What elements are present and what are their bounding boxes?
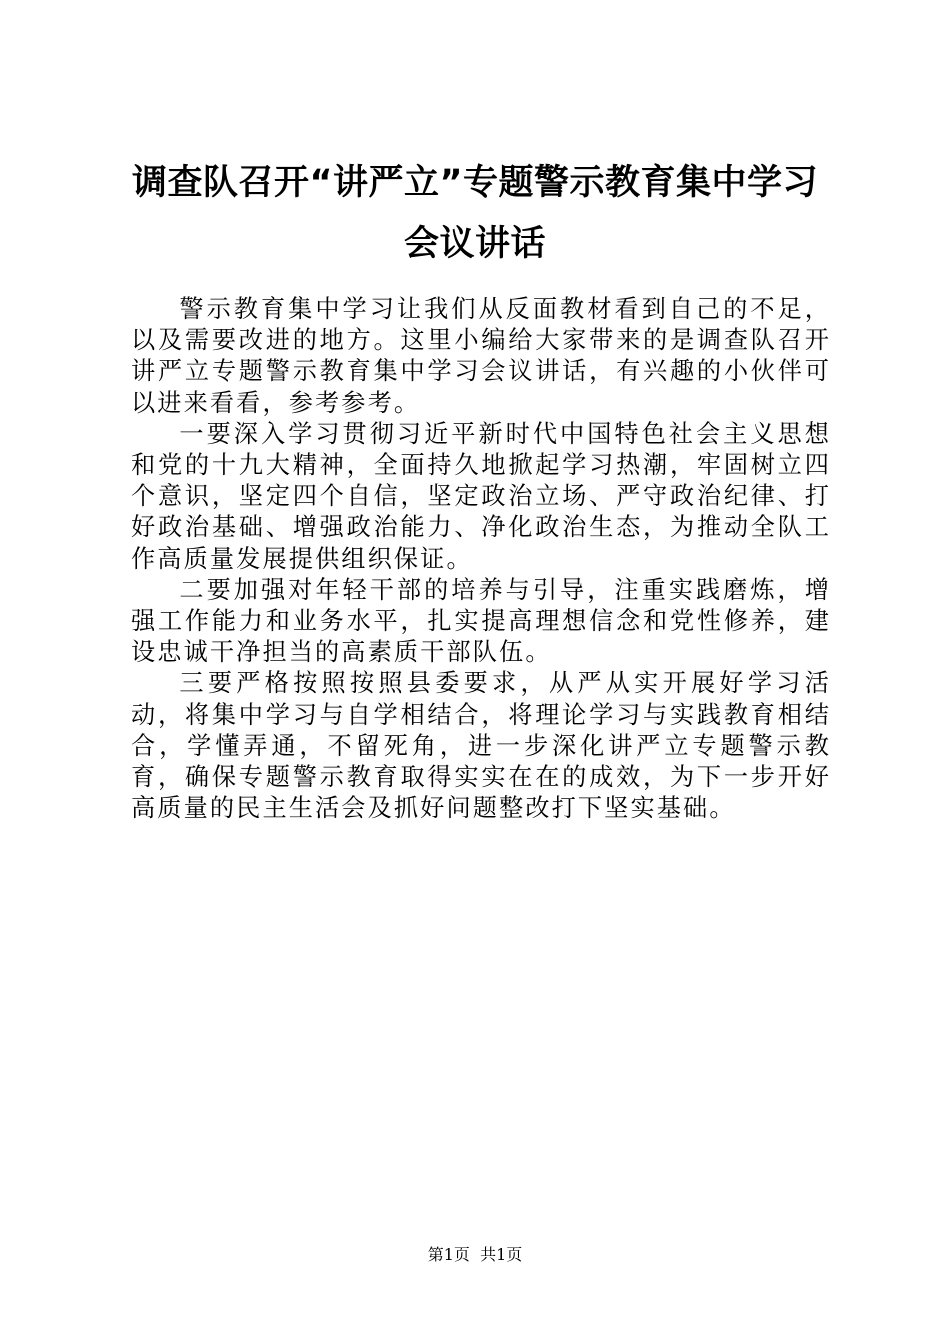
page-number-footer: 第1页 共1页: [427, 1245, 523, 1264]
body-paragraph-first-point: 一要深入学习贯彻习近平新时代中国特色社会主义思想和党的十九大精神，全面持久地掀起学习热潮，牢固树立四个意识，坚定四个自信，坚定政治立场、严守政治纪律、打好政治基础、增强政治能力、净化政治生态，为推动全队工作高质量发展提供组织保证。: [131, 419, 831, 573]
document-title-line-1: 调查队召开“讲严立”专题警示教育集中学习: [131, 163, 818, 203]
body-paragraph-third-point: 三要严格按照按照县委要求，从严从实开展好学习活动，将集中学习与自学相结合，将理论学习与实践教育相结合，学懂弄通，不留死角，进一步深化讲严立专题警示教育，确保专题警示教育取得实实在在的成效，为下一步开好高质量的民主生活会及抓好问题整改打下坚实基础。: [131, 669, 831, 823]
body-paragraph-intro: 警示教育集中学习让我们从反面教材看到自己的不足，以及需要改进的地方。这里小编给大家带来的是调查队召开讲严立专题警示教育集中学习会议讲话，有兴趣的小伙伴可以进来看看，参考参考。: [131, 295, 831, 417]
document-body: [131, 294, 831, 824]
body-paragraph-second-point: 二要加强对年轻干部的培养与引导，注重实践磨炼，增强工作能力和业务水平，扎实提高理想信念和党性修养，建设忠诚干净担当的高素质干部队伍。: [131, 575, 831, 667]
document-title-line-2: 会议讲话: [403, 224, 546, 264]
